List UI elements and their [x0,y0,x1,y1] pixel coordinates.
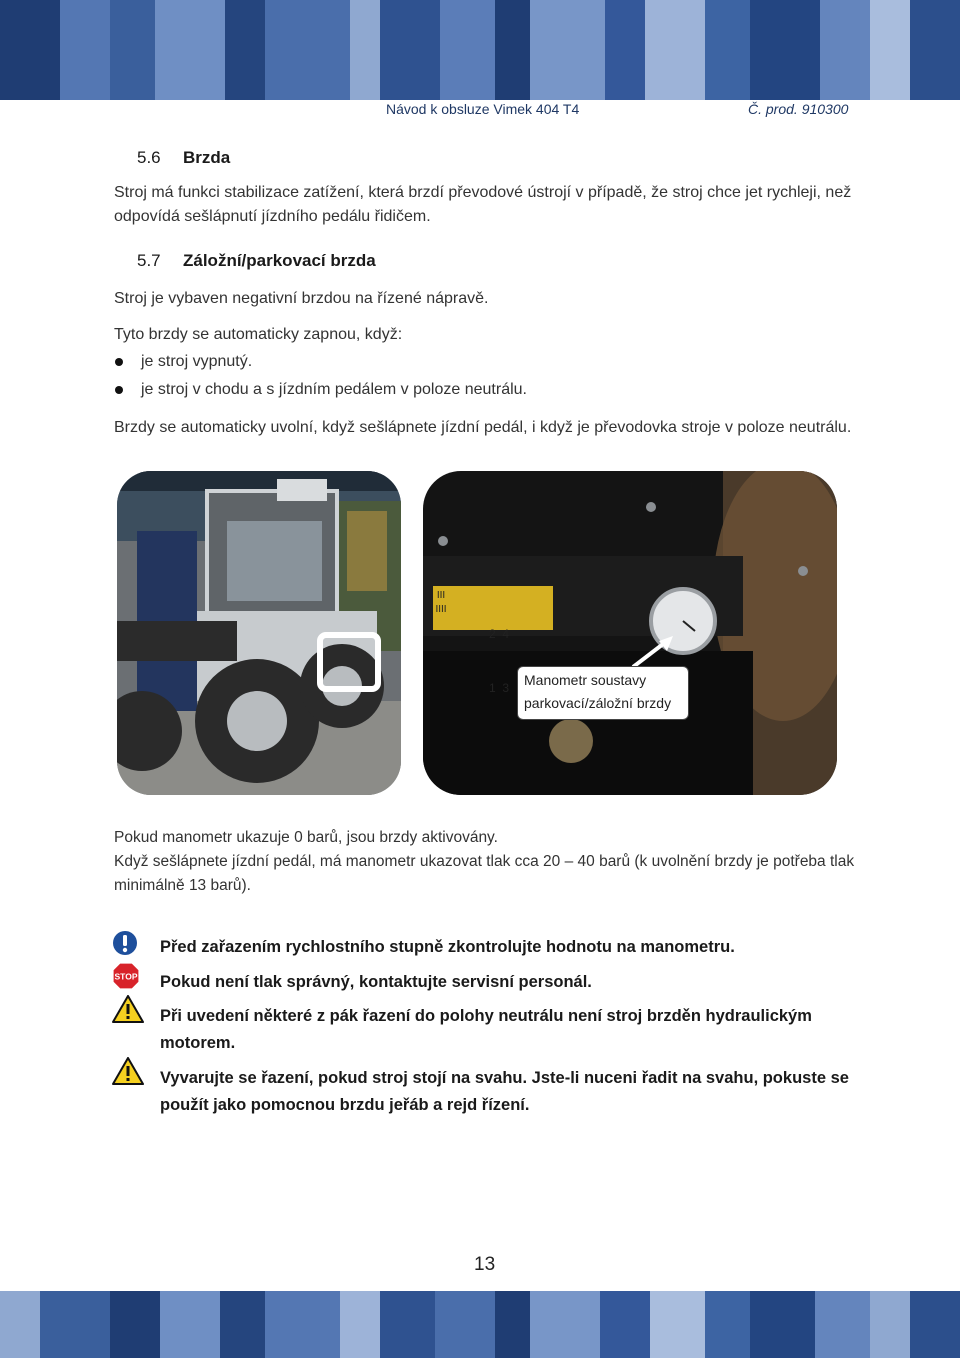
gear-plate-right: 2 4 1 3 [488,627,509,695]
warning-text: Pokud není tlak správný, kontaktujte servisní personál. [160,973,592,991]
section-title: Záložní/parkovací brzda [183,251,376,270]
warning-text: Vyvarujte se řazení, pokud stroj stojí na svahu. Jste-li nuceni řadit na svahu, pokuste se použít jako pomocnou brzdu jeřáb a rejd řízení. [160,1069,849,1114]
gear-plate-left: III IIII [435,590,447,615]
stop-sign-icon [112,962,140,995]
warning-text: Při uvedení některé z pák řazení do polohy neutrálu není stroj brzděn hydraulickým motorem. [160,1007,812,1052]
bottom-decorative-band [0,1291,960,1358]
product-number: Č. prod. 910300 [748,101,849,117]
section-5-6-text: Stroj má funkci stabilizace zatížení, která brzdí převodové ústrojí v případě, že stroj chce jet rychleji, než odpovídá sešlápnutí jízdního pedálu řidičem. [114,184,852,225]
section-heading-5-6 [137,148,230,168]
document-title: Návod k obsluze Vimek 404 T4 [386,101,580,117]
section-number: 5.6 [137,148,161,167]
section-5-7-lead: Tyto brzdy se automaticky zapnou, když: [114,326,403,343]
list-item: je stroj v chodu a s jízdním pedálem v poloze neutrálu. [114,381,527,399]
page-number: 13 [474,1254,496,1275]
warning-text: Před zařazením rychlostního stupně zkontrolujte hodnotu na manometru. [160,938,735,956]
stop-sign-label: STOP [114,971,138,982]
section-number: 5.7 [137,251,161,270]
section-heading-5-7 [137,251,376,271]
exclamation-icon [112,930,138,961]
warning-triangle-icon [112,995,144,1028]
section-title: Brzda [183,148,231,167]
list-item: je stroj vypnutý. [114,353,252,371]
bullet-dot-icon [115,358,123,366]
section-5-7-release-text: Brzdy se automaticky uvolní, když sešlápnete jízdní pedál, i když je převodovka stroje v poloze neutrálu. [114,419,852,436]
manometer-zero-text: Pokud manometr ukazuje 0 barů, jsou brzdy aktivovány. [114,829,498,846]
bullet-dot-icon [115,386,123,394]
machine-photo [117,471,401,795]
manometer-callout: Manometr soustavy parkovací/záložní brzdy [517,666,689,720]
section-5-7-intro: Stroj je vybaven negativní brzdou na řízené nápravě. [114,290,489,307]
manometer-pressure-text: Když sešlápnete jízdní pedál, má manometr ukazovat tlak cca 20 – 40 barů (k uvolnění brzdy je potřeba tlak minimálně 13 barů). [114,853,855,894]
top-decorative-band [0,0,960,100]
warning-triangle-icon [112,1057,144,1090]
manometer-photo [423,471,837,795]
